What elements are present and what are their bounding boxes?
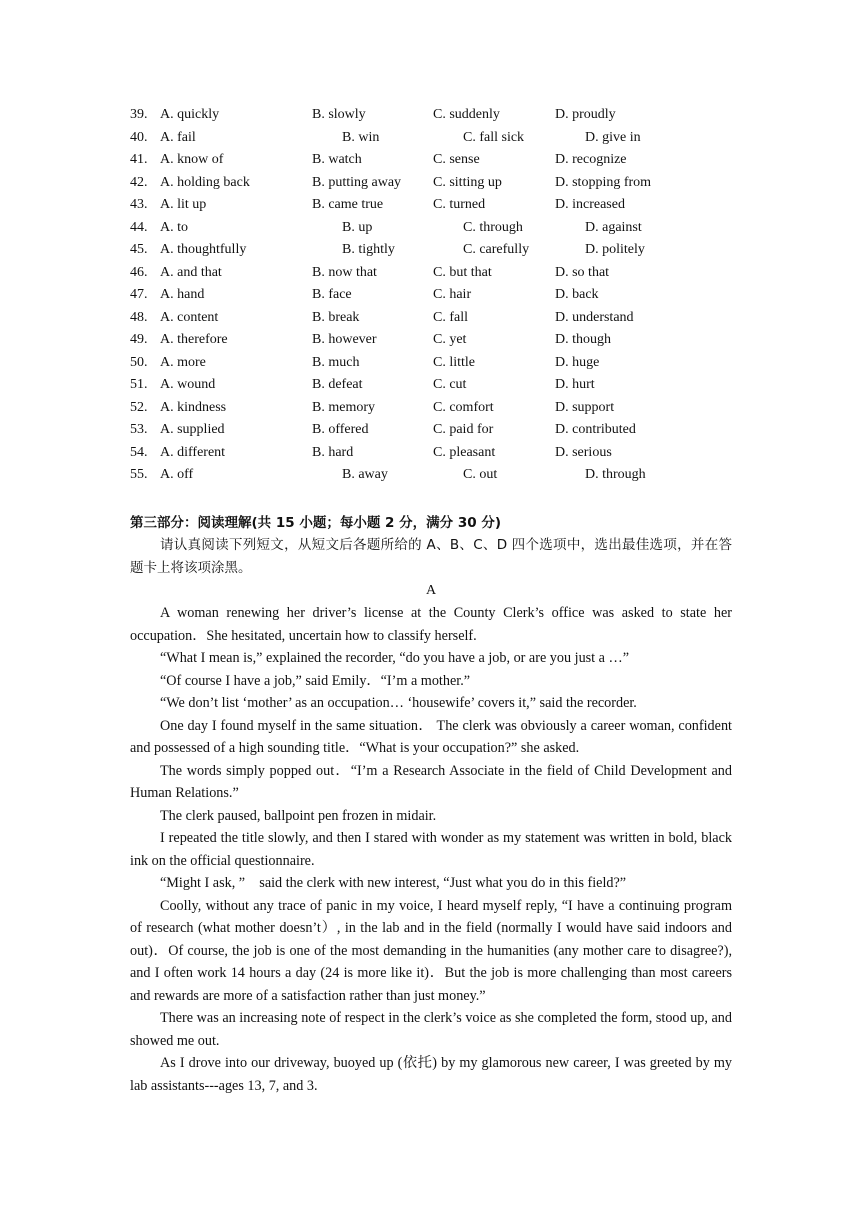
passage-paragraph: One day I found myself in the same situation． The clerk was obviously a career woman, confident and possessed of a high sounding title．“What is your occupation?” she asked.: [130, 717, 732, 756]
question-number: 46.: [130, 264, 148, 280]
question-number: 51.: [130, 377, 148, 392]
passage-paragraph: I repeated the title slowly, and then I stared with wonder as my statement was written in bold, black ink on the official questionnaire.: [130, 830, 732, 869]
option-b: B. watch: [312, 152, 362, 167]
option-d: D. back: [555, 287, 599, 302]
option-d: D. through: [585, 467, 646, 482]
passage-paragraph: As I drove into our driveway, buoyed up (依托) by my glamorous new career, I was greeted by my lab assistants---ages 13, 7, and 3.: [130, 1055, 732, 1094]
option-b: B. slowly: [312, 107, 366, 122]
option-a: A. therefore: [160, 332, 228, 347]
option-a: A. more: [160, 354, 206, 370]
option-c: C. fall sick: [463, 129, 525, 145]
option-row: [130, 464, 750, 487]
option-d: D. so that: [555, 264, 610, 280]
option-c: C. suddenly: [433, 107, 500, 122]
option-row: [130, 374, 750, 397]
passage-paragraph: Coolly, without any trace of panic in my voice, I heard myself reply, “I have a continuing program of research (what mother doesn’t）, in the lab and in the field (normally I would have said indoors and out)．Of course, the job is one of the most demanding in the humanities (any mother care to disagree?), and I often work 14 hours a day (24 is more like it)．But the job is more challenging than most careers and rewards are more of a satisfaction rather than just money.”: [130, 897, 732, 1004]
option-a: A. lit up: [160, 197, 207, 212]
option-row: [130, 127, 750, 150]
option-b: B. tightly: [342, 242, 395, 257]
option-d: D. serious: [555, 444, 612, 460]
option-d: D. hurt: [555, 377, 595, 392]
question-number: 54.: [130, 444, 148, 460]
question-number: 55.: [130, 467, 148, 482]
option-b: B. now that: [312, 264, 377, 280]
option-b: B. hard: [312, 444, 354, 460]
option-b: B. away: [342, 467, 388, 482]
passage-paragraph: A woman renewing her driver’s license at the County Clerk’s office was asked to state her occupation．She hesitated, uncertain how to classify herself.: [130, 605, 732, 644]
option-b: B. much: [312, 354, 360, 370]
option-d: D. recognize: [555, 152, 627, 167]
option-a: A. to: [160, 219, 188, 235]
option-row: [130, 397, 750, 420]
option-row: [130, 307, 750, 330]
option-row: [130, 194, 750, 217]
option-d: D. support: [555, 399, 615, 415]
question-number: 40.: [130, 129, 148, 145]
option-a: A. quickly: [160, 107, 220, 122]
option-c: C. hair: [433, 287, 472, 302]
option-d: D. increased: [555, 197, 625, 212]
option-c: C. out: [463, 467, 498, 482]
passage-body: [130, 602, 732, 1097]
passage-paragraph: “We don’t list ‘mother’ as an occupation… ‘housewife’ covers it,” said the recorder.: [160, 695, 637, 711]
option-row: [130, 419, 750, 442]
question-number: 43.: [130, 197, 148, 212]
option-c: C. through: [463, 219, 523, 235]
question-number: 52.: [130, 399, 148, 415]
option-c: C. pleasant: [433, 444, 496, 460]
option-d: D. stopping from: [555, 174, 652, 190]
option-a: A. different: [160, 444, 226, 460]
option-a: A. content: [160, 309, 219, 325]
option-d: D. politely: [585, 242, 645, 257]
option-b: B. offered: [312, 422, 369, 437]
question-number: 49.: [130, 332, 148, 347]
question-number: 53.: [130, 422, 148, 437]
question-number: 39.: [130, 107, 148, 122]
passage-label: A: [425, 583, 437, 598]
option-a: A. and that: [160, 264, 222, 280]
option-b: B. memory: [312, 399, 375, 415]
question-number: 42.: [130, 174, 148, 190]
passage-paragraph: “Might I ask, ” said the clerk with new interest, “Just what you do in this field?”: [160, 875, 627, 891]
option-c: C. sense: [433, 152, 480, 167]
option-a: A. kindness: [160, 399, 227, 415]
option-c: C. little: [433, 354, 475, 370]
option-a: A. fail: [160, 129, 196, 145]
option-row: [130, 172, 750, 195]
option-d: D. against: [585, 219, 642, 235]
option-c: C. but that: [433, 264, 492, 280]
option-c: C. turned: [433, 197, 486, 212]
option-row: [130, 442, 750, 465]
option-b: B. defeat: [312, 377, 363, 392]
option-b: B. up: [342, 219, 373, 235]
option-row: [130, 284, 750, 307]
question-number: 48.: [130, 309, 148, 325]
option-a: A. supplied: [160, 422, 225, 437]
option-c: C. yet: [433, 332, 467, 347]
option-a: A. off: [160, 467, 194, 482]
option-d: D. though: [555, 332, 611, 347]
option-row: [130, 149, 750, 172]
option-row: [130, 329, 750, 352]
option-c: C. paid for: [433, 422, 494, 437]
option-a: A. holding back: [160, 174, 250, 190]
question-number: 47.: [130, 287, 148, 302]
passage-paragraph: “What I mean is,” explained the recorder, “do you have a job, or are you just a …”: [160, 650, 630, 666]
option-c: C. fall: [433, 309, 468, 325]
passage-paragraph: The clerk paused, ballpoint pen frozen in midair.: [160, 807, 437, 824]
option-a: A. thoughtfully: [160, 242, 247, 257]
option-d: D. understand: [555, 309, 634, 325]
option-b: B. came true: [312, 197, 384, 212]
option-b: B. putting away: [312, 174, 402, 190]
option-row: [130, 262, 750, 285]
cloze-options-table: [130, 104, 750, 487]
option-b: B. break: [312, 309, 360, 325]
passage-paragraph: There was an increasing note of respect in the clerk’s voice as she completed the form, stood up, and showed me out.: [130, 1010, 732, 1049]
section-heading: 第三部分：阅读理解(共 15 小题；每小题 2 分，满分 30 分): [130, 515, 502, 531]
option-c: C. cut: [433, 377, 467, 392]
option-row: [130, 352, 750, 375]
option-b: B. face: [312, 287, 352, 302]
question-number: 50.: [130, 354, 148, 370]
option-d: D. give in: [585, 129, 641, 145]
option-d: D. huge: [555, 354, 600, 370]
question-number: 41.: [130, 152, 148, 167]
question-number: 45.: [130, 242, 148, 257]
passage-paragraph: “Of course I have a job,” said Emily．“I’m a mother.”: [160, 672, 471, 689]
option-d: D. contributed: [555, 422, 636, 437]
option-d: D. proudly: [555, 107, 616, 122]
passage-paragraph: The words simply popped out．“I’m a Research Associate in the field of Child Development and Human Relations.”: [130, 762, 732, 801]
option-row: [130, 239, 750, 262]
option-c: C. sitting up: [433, 174, 502, 190]
option-row: [130, 104, 750, 127]
option-c: C. carefully: [463, 242, 530, 257]
question-number: 44.: [130, 219, 148, 235]
option-a: A. wound: [160, 377, 216, 392]
option-row: [130, 217, 750, 240]
option-b: B. however: [312, 332, 377, 347]
option-a: A. hand: [160, 287, 205, 302]
option-c: C. comfort: [433, 399, 494, 415]
section-instructions: 请认真阅读下列短文，从短文后各题所给的 A、B、C、D 四个选项中，选出最佳选项，并在答题卡上将该项涂黑。: [130, 537, 732, 576]
option-b: B. win: [342, 129, 380, 145]
option-a: A. know of: [160, 152, 224, 167]
